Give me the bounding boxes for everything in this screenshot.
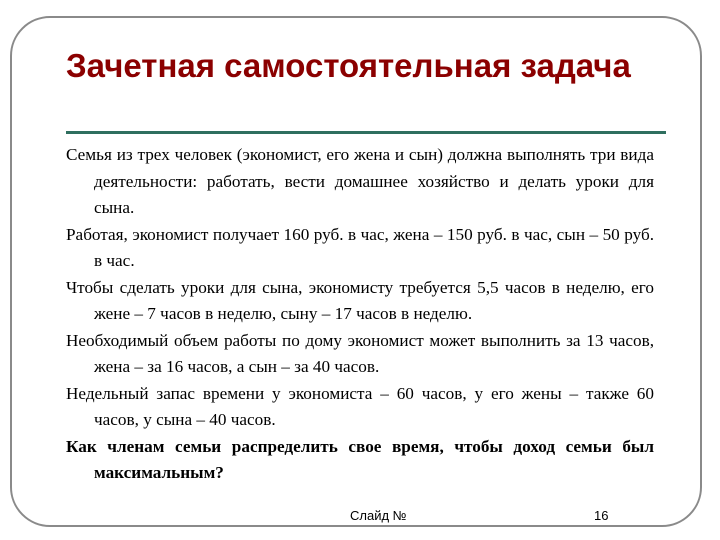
paragraph-housework: Необходимый объем работы по дому экономист может выполнить за 13 часов, жена – за 16 часов, а сын – за 40 часов. (66, 330, 654, 376)
footer-slide-number: 16 (594, 508, 609, 523)
title-underline (66, 131, 666, 134)
slide-body (66, 142, 654, 487)
paragraph-time-budget: Недельный запас времени у экономиста – 60 часов, у его жены – также 60 часов, у сына – 40 часов. (66, 383, 654, 429)
paragraph-homework: Чтобы сделать уроки для сына, экономисту требуется 5,5 часов в неделю, его жене – 7 часов в неделю, сыну – 17 часов в неделю. (66, 277, 654, 323)
paragraph-wages: Работая, экономист получает 160 руб. в час, жена – 150 руб. в час, сын – 50 руб. в час. (66, 224, 654, 270)
paragraph-family: Семья из трех человек (экономист, его жена и сын) должна выполнять три вида деятельности: работать, вести домашнее хозяйство и делать уроки для сына. (66, 145, 654, 217)
footer-slide-label: Слайд № (350, 508, 407, 523)
slide-title: Зачетная самостоятельная задача (66, 47, 631, 84)
question-text: Как членам семьи распределить свое время, чтобы доход семьи был максимальным? (66, 436, 654, 482)
